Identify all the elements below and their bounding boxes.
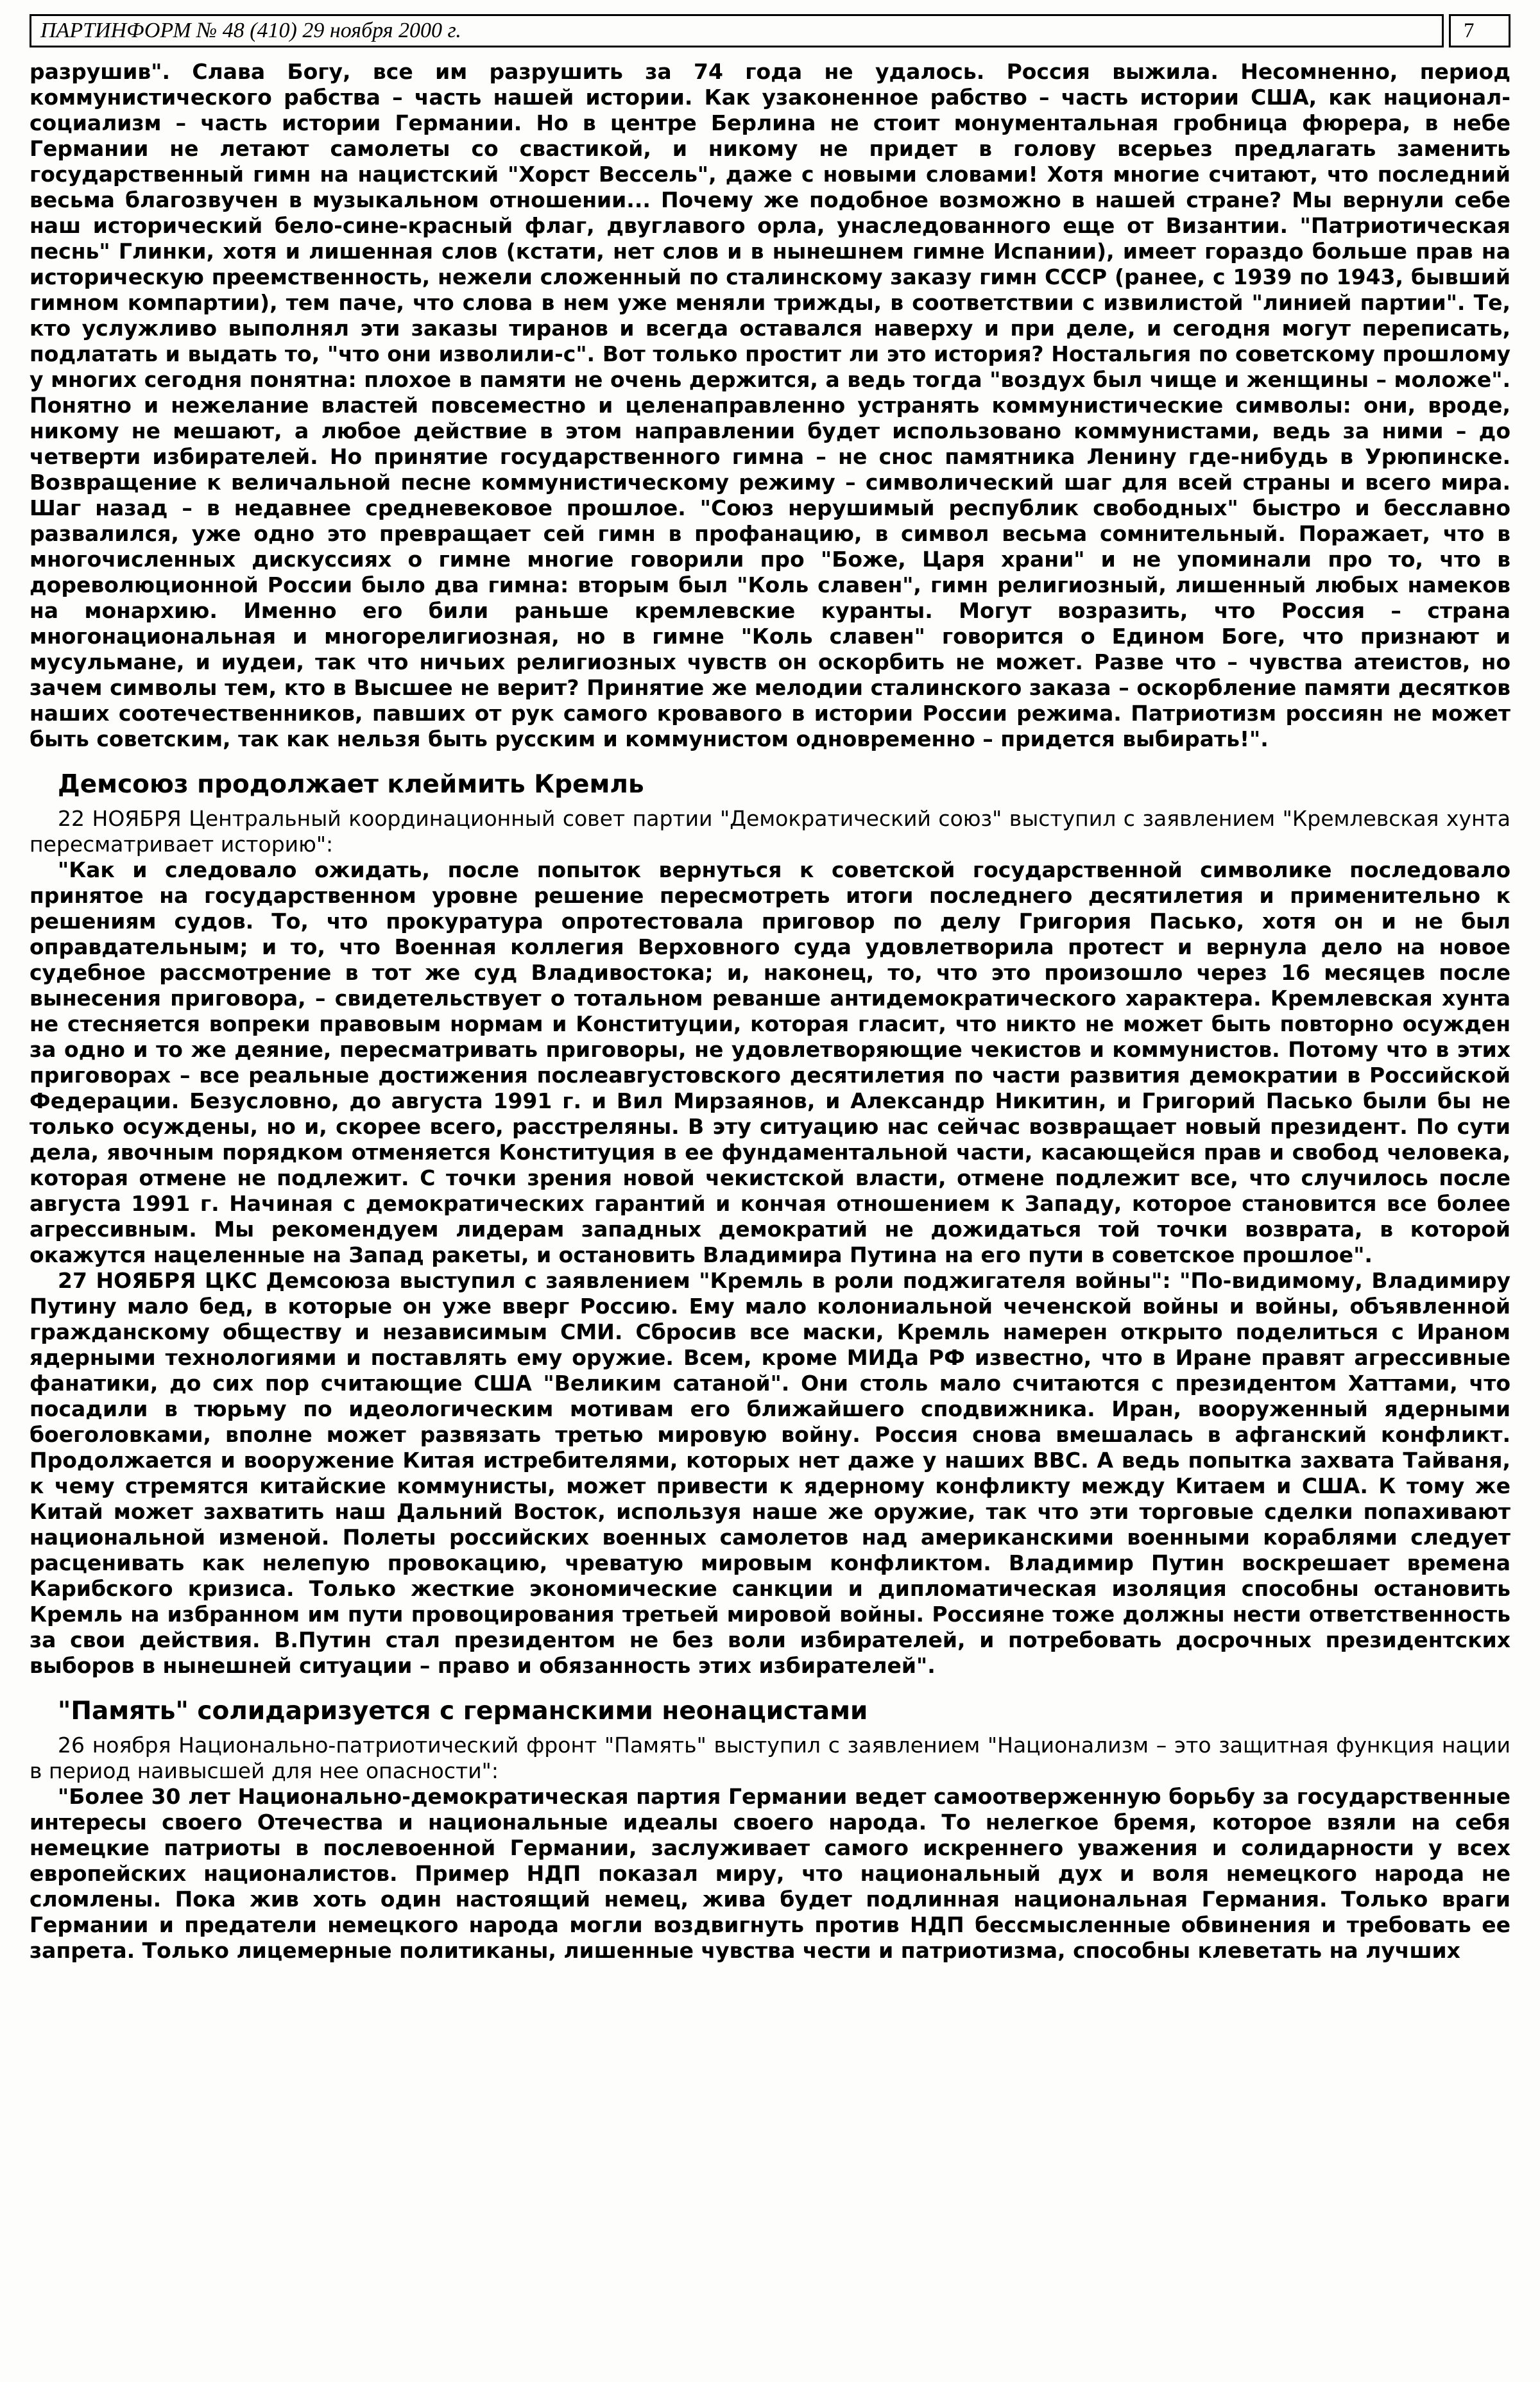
statement-paragraph: "Более 30 лет Национально-демократическая партия Германии ведет самоотверженную борьбу за государственные интересы своего Отечества и национальные идеалы своего народа. То нелегкое бремя, которое взяли на себя немецкие патриоты в послевоенной Германии, заслуживает самого искреннего уважения и солидарности у всех европейских националистов. Пример НДП показал миру, что национальный дух и воля немецкого народа не сломлены. Пока жив хоть один настоящий немец, жива будет подлинная национальная Германия. Только враги Германии и предатели немецкого народа могли воздвигнуть против НДП бессмысленные обвинения и требовать ее запрета. Только лицемерные политиканы, лишенные чувства чести и патриотизма, способны клеветать на лучших <box>30 1784 1510 1963</box>
continuation-paragraph: разрушив". Слава Богу, все им разрушить за 74 года не удалось. Россия выжила. Несомненно, период коммунистического рабства – часть нашей истории. Как узаконенное рабство – часть истории США, как национал-социализм – часть истории Германии. Но в центре Берлина не стоит монументальная гробница фюрера, в небе Германии не летают самолеты со свастикой, и никому не придет в голову всерьез предлагать заменить государственный гимн на нацистский "Хорст Вессель", даже с новыми словами! Хотя многие считают, что последний весьма благозвучен в музыкальном отношении... Почему же подобное возможно в нашей стране? Мы вернули себе наш исторический бело-сине-красный флаг, двуглавого орла, унаследованного еще от Византии. "Патриотическая песнь" Глинки, хотя и лишенная слов (кстати, нет слов и в нынешнем гимне Испании), имеет гораздо больше прав на историческую преемственность, нежели сложенный по сталинскому заказу гимн СССР (ранее, с 1939 по 1943, бывший гимном компартии), тем паче, что слова в нем уже меняли трижды, в соответствии с извилистой "линией партии". Те, кто услужливо выполнял эти заказы тиранов и всегда оставался наверху и при деле, и сегодня могут переписать, подлатать и выдать то, "что они изволили-с". Вот только простит ли это история? Ностальгия по советскому прошлому у многих сегодня понятна: плохое в памяти не очень держится, а ведь тогда "воздух был чище и женщины – моложе". Понятно и нежелание властей повсеместно и целенаправленно устранять коммунистические символы: они, вроде, никому не мешают, а любое действие в этом направлении будет использовано коммунистами, ведь за ними – до четверти избирателей. Но принятие государственного гимна – не снос памятника Ленину где-нибудь в Урюпинске. Возвращение к величальной песне коммунистическому режиму – символический шаг для всей страны и всего мира. Шаг назад – в недавнее средневековое прошлое. "Союз нерушимый республик свободных" быстро и бесславно развалился, уже одно это превращает сей гимн в профанацию, в символ весьма сомнительный. Поражает, что в многочисленных дискуссиях о гимне многие говорили про "Боже, Царя храни" и не упоминали про то, что в дореволюционной России было два гимна: вторым был "Коль славен", гимн религиозный, лишенный любых намеков на монархию. Именно его били раньше кремлевские куранты. Могут возразить, что Россия – страна многонациональная и многорелигиозная, но в гимне "Коль славен" говорится о Едином Боге, что признают и мусульмане, и иудеи, так что ничьих религиозных чувств он оскорбить не может. Разве что – чувства атеистов, но зачем символы тем, кто в Высшее не верит? Принятие же мелодии сталинского заказа – оскорбление памяти десятков наших соотечественников, павших от рук самого кровавого в истории России режима. Патриотизм россиян не может быть советским, так как нельзя быть русским и коммунистом одновременно – придется выбирать!". <box>30 59 1510 751</box>
statement-paragraph: "Как и следовало ожидать, после попыток вернуться к советской государственной символике последовало принятое на государственном уровне решение пересмотреть итоги последнего десятилетия и применительно к решениям судов. То, что прокуратура опротестовала приговор по делу Григория Пасько, хотя он и не был оправдательным; и то, что Военная коллегия Верховного суда удовлетворила протест и вернула дело на новое судебное рассмотрение в тот же суд Владивостока; и, наконец, то, что это произошло через 16 месяцев после вынесения приговора, – свидетельствует о тотальном реванше антидемократического характера. Кремлевская хунта не стесняется вопреки правовым нормам и Конституции, которая гласит, что никто не может быть повторно осужден за одно и то же деяние, пересматривать приговоры, не удовлетворяющие чекистов и коммунистов. Потому что в этих приговорах – все реальные достижения послеавгустовского десятилетия по части развития демократии в Российской Федерации. Безусловно, до августа 1991 г. и Вил Мирзаянов, и Александр Никитин, и Григорий Пасько были бы не только осуждены, но и, скорее всего, расстреляны. В эту ситуацию нас сейчас возвращает новый президент. По сути дела, явочным порядком отменяется Конституция в ее фундаментальной части, касающейся прав и свобод человека, которая отмене не подлежит. С точки зрения новой чекистской власти, отмене подлежит все, что случилось после августа 1991 г. Начиная с демократических гарантий и кончая отношением к Западу, которое становится все более агрессивным. Мы рекомендуем лидерам западных демократий не дожидаться той точки возврата, в которой окажутся нацеленные на Запад ракеты, и остановить Владимира Путина на его пути в советское прошлое". <box>30 857 1510 1267</box>
header-title-box <box>30 14 1444 47</box>
newsletter-title: ПАРТИНФОРМ № 48 (410) 29 ноября 2000 г. <box>40 19 461 42</box>
statement-paragraph: 27 НОЯБРЯ ЦКС Демсоюза выступил с заявлением "Кремль в роли поджигателя войны": "По-видимому, Владимиру Путину мало бед, в которые он уже вверг Россию. Ему мало колониальной чеченской войны и войны, объявленной гражданскому обществу и независимым СМИ. Сбросив все маски, Кремль намерен открыто поделиться с Ираном ядерными технологиями и поставлять ему оружие. Всем, кроме МИДа РФ известно, что в Иране правят агрессивные фанатики, до сих пор считающие США "Великим сатаной". Они столь мало считаются с президентом Хаттами, что посадили в тюрьму по идеологическим мотивам его ближайшего сподвижника. Иран, вооруженный ядерными боеголовками, вполне может развязать третью мировую войну. Россия снова вмешалась в афганский конфликт. Продолжается и вооружение Китая истребителями, которых нет даже у наших ВВС. А ведь попытка захвата Тайваня, к чему стремятся китайские коммунисты, может привести к ядерному конфликту между Китаем и США. К тому же Китай может захватить наш Дальний Восток, используя наше же оружие, так что эти торговые сделки попахивают национальной изменой. Полеты российских военных самолетов над американскими военными кораблями следует расценивать как нелепую провокацию, чреватую мировым конфликтом. Владимир Путин воскрешает времена Карибского кризиса. Только жесткие экономические санкции и дипломатическая изоляция способны остановить Кремль на избранном им пути провоцирования третьей мировой войны. Россияне тоже должны нести ответственность за свои действия. В.Путин стал президентом не без воли избирателей, и потребовать досрочных президентских выборов в нынешней ситуации – право и обязанность этих избирателей". <box>30 1268 1510 1678</box>
page-number: 7 <box>1449 14 1510 47</box>
section-intro-paragraph: 26 ноября Национально-патриотический фронт "Память" выступил с заявлением "Национализм – это защитная функция нации в период наивысшей для нее опасности": <box>30 1733 1510 1783</box>
page-header <box>30 14 1510 47</box>
section-intro-paragraph: 22 НОЯБРЯ Центральный координационный совет партии "Демократический союз" выступил с заявлением "Кремлевская хунта пересматривает историю": <box>30 806 1510 857</box>
section-heading-pamyat: "Память" солидаризуется с германскими неонацистами <box>58 1697 868 1726</box>
article-body <box>30 59 1510 1964</box>
section-heading-demsoyuz: Демсоюз продолжает клеймить Кремль <box>58 770 644 799</box>
